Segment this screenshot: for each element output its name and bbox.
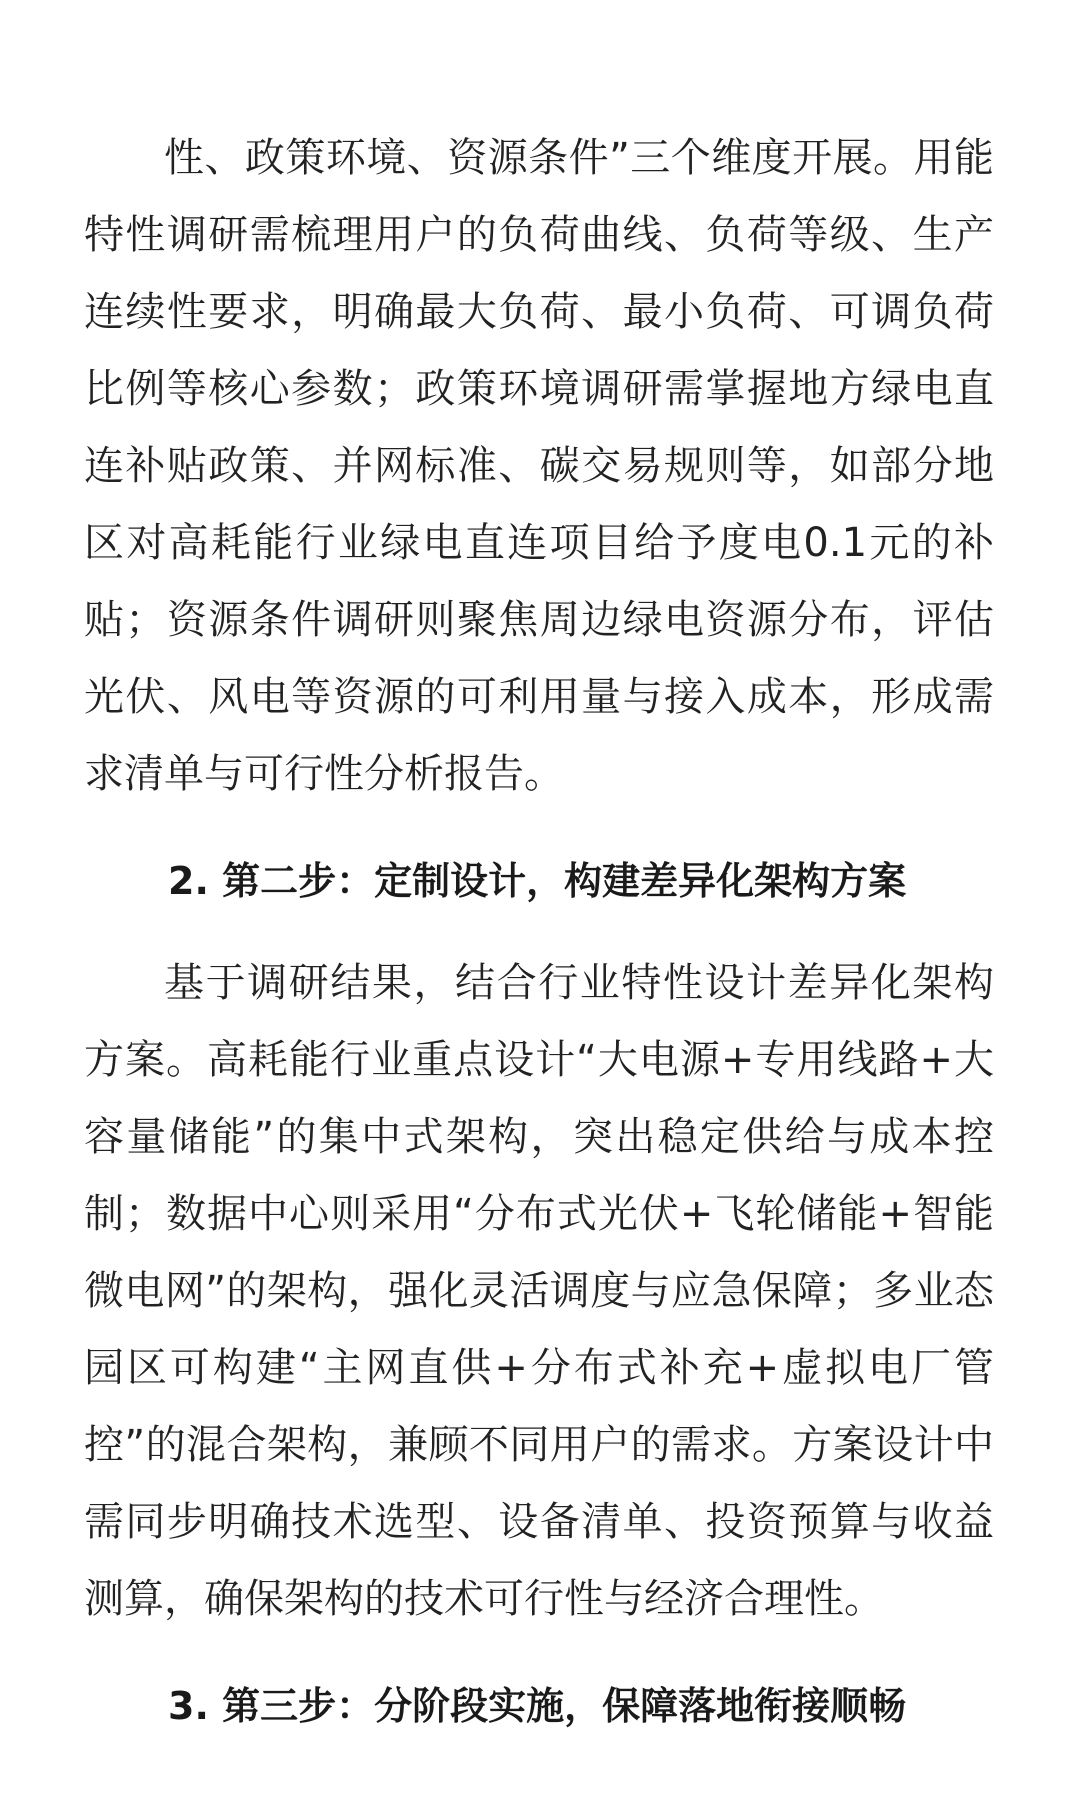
section-heading-step-3: 3. 第三步：分阶段实施，保障落地衔接顺畅 — [168, 1684, 907, 1728]
paragraph-dimensions: 性、政策环境、资源条件”三个维度开展。用能特性调研需梳理用户的负荷曲线、负荷等级、生产连续性要求，明确最大负荷、最小负荷、可调负荷比例等核心参数；政策环境调研需掌握地方绿电直连补贴政策、并网标准、碳交易规则等，如部分地区对高耗能行业绿电直连项目给予度电0.1元的补贴；资源条件调研则聚焦周边绿电资源分布，评估光伏、风电等资源的可利用量与接入成本，形成需求清单与可行性分析报告。 — [84, 135, 994, 797]
paragraph-design: 基于调研结果，结合行业特性设计差异化架构方案。高耗能行业重点设计“大电源+专用线路+大容量储能”的集中式架构，突出稳定供给与成本控制；数据中心则采用“分布式光伏+飞轮储能+智能微电网”的架构，强化灵活调度与应急保障；多业态园区可构建“主网直供+分布式补充+虚拟电厂管控”的混合架构，兼顾不同用户的需求。方案设计中需同步明确技术选型、设备清单、投资预算与收益测算，确保架构的技术可行性与经济合理性。 — [84, 960, 994, 1622]
section-heading-step-2: 2. 第二步：定制设计，构建差异化架构方案 — [168, 859, 907, 903]
article-body — [84, 120, 994, 1770]
